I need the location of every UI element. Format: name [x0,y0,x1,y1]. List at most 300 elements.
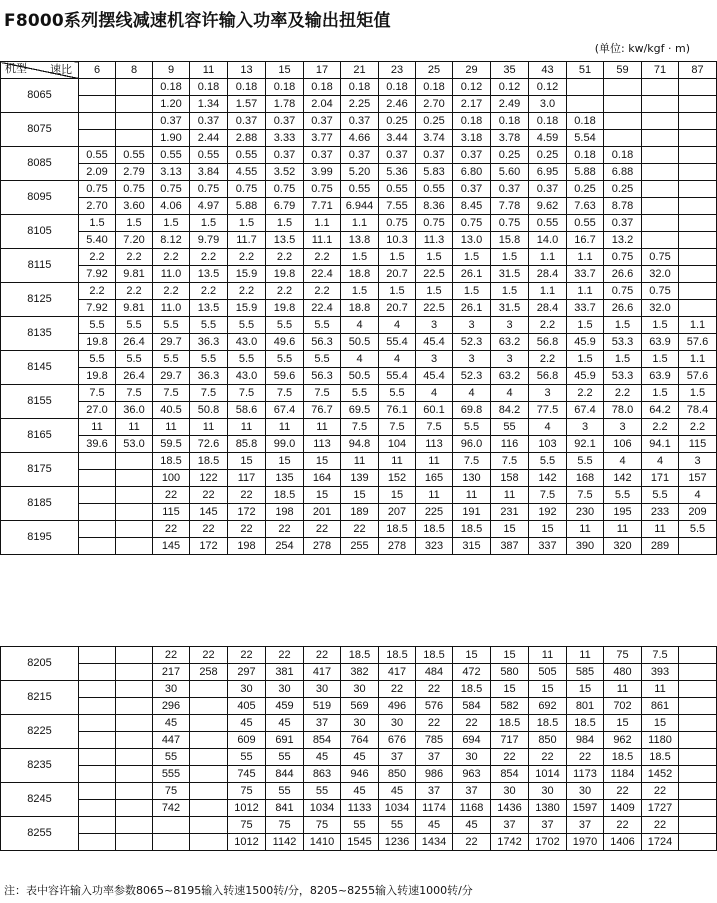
torque-cell: 254 [266,538,304,555]
ratio-header-cell: 35 [491,62,529,79]
power-cell: 11 [567,521,604,538]
torque-cell: 337 [529,538,567,555]
model-cell: 8125 [1,283,79,317]
torque-cell: 447 [153,732,190,749]
power-cell: 5.5 [116,351,153,368]
power-row [1,749,717,766]
power-cell: 55 [379,817,416,834]
torque-row [1,664,717,681]
power-cell: 15 [266,453,304,470]
torque-cell: 217 [153,664,190,681]
power-cell: 15 [529,681,567,698]
power-cell: 22 [491,749,529,766]
power-cell: 18.5 [266,487,304,504]
torque-cell: 3.77 [304,130,341,147]
torque-cell: 78.0 [604,402,642,419]
model-cell: 8135 [1,317,79,351]
torque-cell: 320 [604,538,642,555]
torque-cell: 841 [266,800,304,817]
power-cell: 1.5 [379,283,416,300]
torque-cell: 78.4 [679,402,717,419]
power-cell [190,817,228,834]
footnote: 注：表中容许输入功率参数8065~8195输入转速1500转/分，8205~8255输入转速1000转/分 [4,884,473,897]
torque-cell: 8.36 [416,198,453,215]
power-cell: 2.2 [304,283,341,300]
torque-cell: 100 [153,470,190,487]
power-cell: 37 [453,783,491,800]
power-cell: 37 [416,783,453,800]
torque-cell: 18.8 [341,300,379,317]
power-cell [79,749,116,766]
power-cell [679,681,717,698]
torque-cell: 1184 [604,766,642,783]
power-cell: 22 [228,487,266,504]
torque-cell: 3.52 [266,164,304,181]
power-cell: 22 [453,715,491,732]
power-cell: 55 [491,419,529,436]
torque-cell: 99.0 [266,436,304,453]
power-cell: 0.25 [567,181,604,198]
torque-cell [567,96,604,113]
torque-cell [79,834,116,851]
power-row [1,215,717,232]
torque-cell: 984 [567,732,604,749]
power-cell: 75 [304,817,341,834]
ratio-header-cell: 25 [416,62,453,79]
power-cell: 7.5 [266,385,304,402]
page-title: F8000系列摆线减速机容许输入功率及输出扭矩值 [4,11,391,31]
torque-row [1,164,717,181]
power-row [1,783,717,800]
power-cell: 1.5 [604,317,642,334]
torque-cell: 9.81 [116,300,153,317]
torque-cell: 18.8 [341,266,379,283]
power-cell: 0.55 [190,147,228,164]
power-cell: 7.5 [529,487,567,504]
power-cell: 30 [341,715,379,732]
torque-cell: 863 [304,766,341,783]
power-cell: 0.18 [567,113,604,130]
torque-row [1,402,717,419]
torque-cell: 45.9 [567,334,604,351]
torque-cell: 26.4 [116,334,153,351]
torque-cell: 69.5 [341,402,379,419]
torque-cell: 13.2 [604,232,642,249]
power-row [1,249,717,266]
torque-cell: 36.3 [190,368,228,385]
power-cell [116,487,153,504]
power-cell: 1.5 [679,385,717,402]
torque-cell: 297 [228,664,266,681]
torque-cell: 258 [190,664,228,681]
torque-cell: 22 [453,834,491,851]
power-cell [679,79,717,96]
power-cell: 0.12 [453,79,491,96]
power-cell: 0.75 [604,283,642,300]
torque-cell: 1.57 [228,96,266,113]
torque-cell: 69.8 [453,402,491,419]
power-cell: 0.18 [228,79,266,96]
torque-cell: 1970 [567,834,604,851]
torque-cell: 1406 [604,834,642,851]
power-cell: 45 [416,817,453,834]
power-cell: 0.18 [491,113,529,130]
torque-cell: 11.3 [416,232,453,249]
power-cell: 0.75 [642,249,679,266]
power-cell [79,681,116,698]
power-cell: 3 [567,419,604,436]
torque-cell: 19.8 [266,266,304,283]
torque-cell [79,698,116,715]
power-cell: 3 [491,351,529,368]
torque-cell [190,834,228,851]
power-cell: 1.5 [190,215,228,232]
power-cell: 3 [416,351,453,368]
torque-cell: 1012 [228,834,266,851]
torque-cell: 135 [266,470,304,487]
torque-cell: 6.944 [341,198,379,215]
torque-cell: 230 [567,504,604,521]
power-cell: 11 [416,487,453,504]
torque-cell: 854 [491,766,529,783]
torque-cell: 11.1 [304,232,341,249]
power-cell: 7.5 [491,453,529,470]
torque-cell: 694 [453,732,491,749]
torque-cell: 9.62 [529,198,567,215]
model-cell: 8175 [1,453,79,487]
power-cell [642,181,679,198]
power-cell [116,715,153,732]
torque-cell: 15.9 [228,300,266,317]
model-cell: 8195 [1,521,79,555]
power-cell: 1.1 [679,351,717,368]
torque-cell [79,130,116,147]
power-cell: 0.18 [379,79,416,96]
torque-cell: 844 [266,766,304,783]
power-cell: 22 [153,521,190,538]
torque-cell: 5.83 [416,164,453,181]
power-cell: 1.1 [679,317,717,334]
torque-cell: 85.8 [228,436,266,453]
torque-cell: 1174 [416,800,453,817]
power-cell: 22 [190,487,228,504]
power-cell: 0.75 [379,215,416,232]
torque-cell [679,232,717,249]
torque-cell: 5.36 [379,164,416,181]
model-cell: 8105 [1,215,79,249]
power-cell: 2.2 [153,249,190,266]
torque-cell: 4.59 [529,130,567,147]
power-cell: 18.5 [529,715,567,732]
power-cell: 18.5 [642,749,679,766]
torque-cell [642,198,679,215]
power-cell: 22 [642,817,679,834]
power-cell: 2.2 [79,249,116,266]
torque-cell [679,834,717,851]
torque-cell: 255 [341,538,379,555]
power-cell: 5.5 [228,351,266,368]
power-cell: 15 [642,715,679,732]
torque-cell: 31.5 [491,266,529,283]
power-cell: 37 [567,817,604,834]
power-cell: 0.55 [341,181,379,198]
torque-cell: 5.60 [491,164,529,181]
torque-cell [679,198,717,215]
torque-cell: 13.0 [453,232,491,249]
power-cell: 0.18 [453,113,491,130]
torque-cell: 1.78 [266,96,304,113]
torque-cell: 2.70 [416,96,453,113]
torque-row [1,732,717,749]
torque-cell: 7.55 [379,198,416,215]
torque-cell: 207 [379,504,416,521]
torque-cell: 16.7 [567,232,604,249]
power-cell: 7.5 [379,419,416,436]
power-cell: 0.55 [416,181,453,198]
power-cell: 15 [529,521,567,538]
torque-cell: 172 [190,538,228,555]
power-cell: 15 [491,647,529,664]
power-cell: 37 [416,749,453,766]
power-cell [79,453,116,470]
power-cell: 18.5 [153,453,190,470]
power-cell: 0.18 [153,79,190,96]
power-cell: 4 [642,453,679,470]
torque-cell [642,130,679,147]
power-cell [679,749,717,766]
model-cell: 8085 [1,147,79,181]
power-cell: 0.18 [604,147,642,164]
torque-cell: 5.20 [341,164,379,181]
torque-cell [679,766,717,783]
torque-cell [79,470,116,487]
torque-cell: 28.4 [529,300,567,317]
power-cell: 1.5 [341,283,379,300]
torque-cell: 57.6 [679,368,717,385]
power-cell: 0.37 [379,147,416,164]
power-cell: 0.18 [529,113,567,130]
torque-cell: 1034 [379,800,416,817]
power-cell: 15 [304,453,341,470]
torque-cell: 58.6 [228,402,266,419]
torque-cell: 165 [416,470,453,487]
torque-cell: 3.44 [379,130,416,147]
power-cell: 22 [416,681,453,698]
torque-cell: 3.78 [491,130,529,147]
power-cell: 11 [379,453,416,470]
power-row [1,521,717,538]
torque-cell: 801 [567,698,604,715]
power-cell: 1.5 [79,215,116,232]
power-cell [190,749,228,766]
power-cell: 45 [341,749,379,766]
torque-cell: 702 [604,698,642,715]
power-cell: 0.25 [491,147,529,164]
power-cell: 22 [228,521,266,538]
torque-cell: 417 [379,664,416,681]
power-cell: 3 [604,419,642,436]
torque-cell: 289 [642,538,679,555]
power-cell: 0.37 [304,113,341,130]
torque-cell: 582 [491,698,529,715]
power-cell: 0.18 [567,147,604,164]
power-cell: 11 [567,647,604,664]
torque-cell [116,504,153,521]
power-cell: 11 [228,419,266,436]
torque-cell: 1409 [604,800,642,817]
power-cell: 11 [153,419,190,436]
torque-cell: 233 [642,504,679,521]
power-cell [116,79,153,96]
power-cell [79,647,116,664]
power-cell: 0.37 [266,113,304,130]
power-cell: 5.5 [190,317,228,334]
torque-cell: 692 [529,698,567,715]
ratio-header-cell: 8 [116,62,153,79]
torque-cell: 94.1 [642,436,679,453]
power-cell: 1.1 [529,249,567,266]
torque-cell: 96.0 [453,436,491,453]
torque-cell: 59.6 [266,368,304,385]
power-cell: 0.75 [416,215,453,232]
power-row [1,283,717,300]
torque-cell: 11.7 [228,232,266,249]
torque-row [1,504,717,521]
torque-cell [116,96,153,113]
torque-row [1,766,717,783]
torque-cell: 157 [679,470,717,487]
torque-cell: 1727 [642,800,679,817]
power-cell [116,113,153,130]
ratio-header-cell: 9 [153,62,190,79]
power-cell: 3 [491,317,529,334]
power-cell [79,715,116,732]
power-cell: 5.5 [679,521,717,538]
torque-cell: 117 [228,470,266,487]
ratio-header-cell: 87 [679,62,717,79]
torque-cell: 7.71 [304,198,341,215]
power-torque-table-8065-8195 [0,61,717,555]
power-cell: 30 [153,681,190,698]
torque-cell: 56.8 [529,368,567,385]
power-cell: 2.2 [679,419,717,436]
torque-cell: 676 [379,732,416,749]
torque-row [1,436,717,453]
power-cell: 0.55 [79,147,116,164]
torque-cell: 4.06 [153,198,190,215]
torque-cell: 142 [529,470,567,487]
power-cell [679,147,717,164]
power-cell: 0.55 [153,147,190,164]
torque-cell: 26.6 [604,266,642,283]
torque-cell: 115 [153,504,190,521]
power-cell [79,487,116,504]
torque-cell: 122 [190,470,228,487]
torque-cell: 39.6 [79,436,116,453]
torque-cell: 505 [529,664,567,681]
power-cell: 30 [453,749,491,766]
power-cell: 1.5 [491,249,529,266]
ratio-header-cell: 15 [266,62,304,79]
torque-cell: 53.3 [604,368,642,385]
torque-cell: 1742 [491,834,529,851]
power-cell: 75 [266,817,304,834]
power-cell: 1.1 [529,283,567,300]
power-cell: 37 [379,749,416,766]
model-cell: 8205 [1,647,79,681]
torque-row [1,300,717,317]
power-cell: 0.75 [153,181,190,198]
ratio-header-cell: 59 [604,62,642,79]
torque-cell: 94.8 [341,436,379,453]
torque-cell: 55.4 [379,368,416,385]
torque-cell: 1452 [642,766,679,783]
power-cell: 75 [228,817,266,834]
power-cell: 0.18 [416,79,453,96]
torque-cell: 1434 [416,834,453,851]
torque-cell [679,698,717,715]
torque-cell: 57.6 [679,334,717,351]
torque-cell: 7.63 [567,198,604,215]
power-cell: 0.37 [190,113,228,130]
power-cell: 0.18 [266,79,304,96]
torque-cell: 480 [604,664,642,681]
power-cell: 45 [228,715,266,732]
torque-cell [679,538,717,555]
power-cell: 30 [529,783,567,800]
power-cell: 22 [304,521,341,538]
ratio-header-cell: 17 [304,62,341,79]
torque-cell: 26.6 [604,300,642,317]
power-cell: 55 [228,749,266,766]
torque-cell: 1436 [491,800,529,817]
power-cell: 5.5 [190,351,228,368]
power-cell: 0.37 [453,147,491,164]
torque-cell: 64.2 [642,402,679,419]
power-cell: 1.1 [567,283,604,300]
power-cell: 0.75 [491,215,529,232]
torque-cell: 49.6 [266,334,304,351]
torque-row [1,96,717,113]
torque-cell: 296 [153,698,190,715]
power-cell: 15 [379,487,416,504]
power-cell [679,817,717,834]
torque-cell: 1724 [642,834,679,851]
power-cell: 5.5 [116,317,153,334]
power-cell: 11 [304,419,341,436]
power-cell: 2.2 [567,385,604,402]
torque-cell: 11.0 [153,300,190,317]
power-cell: 55 [304,783,341,800]
torque-cell: 152 [379,470,416,487]
model-cell: 8145 [1,351,79,385]
power-row [1,317,717,334]
torque-cell [79,800,116,817]
power-cell: 15 [567,681,604,698]
torque-cell: 29.7 [153,334,190,351]
model-cell: 8215 [1,681,79,715]
torque-cell: 63.2 [491,368,529,385]
power-cell: 0.55 [529,215,567,232]
torque-cell [79,504,116,521]
power-cell: 75 [604,647,642,664]
ratio-header-cell: 71 [642,62,679,79]
torque-cell: 43.0 [228,334,266,351]
power-cell [116,521,153,538]
power-cell: 7.5 [79,385,116,402]
torque-cell: 1236 [379,834,416,851]
torque-cell [604,96,642,113]
